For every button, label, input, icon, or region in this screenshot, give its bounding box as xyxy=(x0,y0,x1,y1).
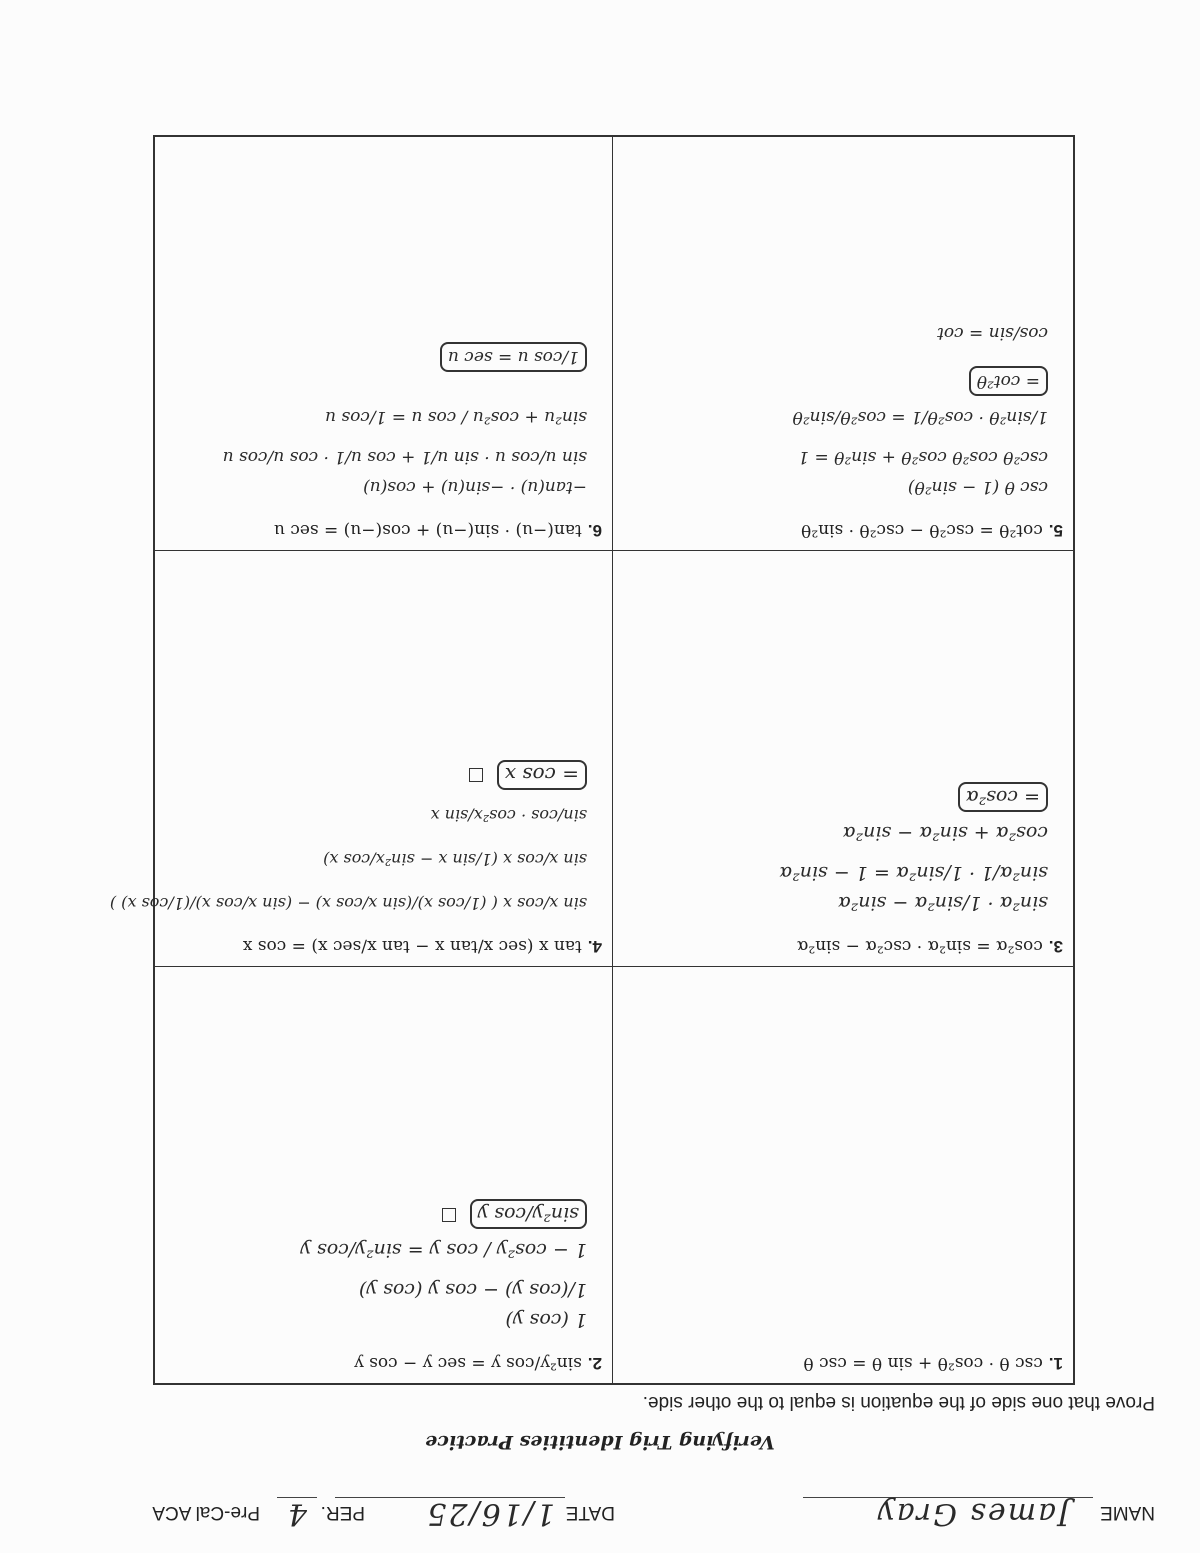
problem-3 xyxy=(613,550,1073,966)
qed-box-icon xyxy=(469,768,483,782)
work-line: sin²u + cos²u / cos u = 1/cos u xyxy=(325,407,587,427)
work-line: cos²α + sin²α − sin²α xyxy=(842,822,1048,844)
work-line: 1/(cos y) − cos y (cos y) xyxy=(359,1279,587,1301)
student-work xyxy=(628,782,1048,918)
course-label: Pre-Cal ACA xyxy=(152,1502,260,1523)
per-value: 4 xyxy=(285,1496,307,1531)
problem-grid xyxy=(109,135,1075,1385)
student-work xyxy=(167,342,587,502)
worksheet-title: Verifying Trig Identities Practice xyxy=(425,1431,775,1453)
work-line: 1 (cos y) xyxy=(505,1309,587,1331)
instructions: Prove that one side of the equation is equal to the other side. xyxy=(642,1392,1155,1413)
work-line: csc θ (1 − sin²θ) xyxy=(907,477,1048,497)
per-label: PER. xyxy=(320,1502,365,1523)
work-line: 1/sin²θ · cos²θ/1 = cos²θ/sin²θ xyxy=(792,407,1048,427)
date-label: DATE xyxy=(565,1502,615,1523)
problem-statement: 6.tan(−u) · sin(−u) + cos(−u) = sec u xyxy=(273,520,602,540)
work-line: cos/sin = cot xyxy=(937,323,1048,343)
final-answer: = cos²α xyxy=(958,782,1048,812)
work-line: sin x/cos x ( (1/cos x)/(sin x/cos x) − (sin x/cos x)/(1/cos x) ) xyxy=(109,894,587,913)
problem-6 xyxy=(152,134,612,550)
work-line: sin x/cos x (1/sin x − sin²x/cos x) xyxy=(323,850,587,869)
problem-1 xyxy=(613,967,1073,1383)
problem-statement: 5.cot²θ = csc²θ − csc²θ · sin²θ xyxy=(801,520,1063,540)
problem-statement: 2.sin²y/cos y = sec y − cos y xyxy=(354,1353,602,1373)
problem-statement: 4.tan x (sec x/tan x − tan x/sec x) = cos x xyxy=(242,936,602,956)
final-answer: 1/cos u = sec u xyxy=(440,342,587,372)
header xyxy=(45,1491,1155,1531)
work-line: sin²α/1 · 1/sin²α = 1 − sin²α xyxy=(779,862,1048,884)
problem-4 xyxy=(109,550,612,966)
work-line: sin²α · 1/sin²α − sin²α xyxy=(837,892,1048,914)
work-line: −tan(u) · −sin(u) + cos(u) xyxy=(363,477,587,497)
work-line: sin u/cos u · sin u/1 + cos u/1 · cos u/cos u xyxy=(222,447,587,467)
final-answer: sin²y/cos y xyxy=(470,1199,587,1229)
student-work xyxy=(167,1199,587,1335)
name-label: NAME xyxy=(1100,1502,1155,1523)
problem-statement: 1.csc θ · cos²θ + sin θ = csc θ xyxy=(803,1353,1063,1373)
final-answer: = cot²θ xyxy=(969,366,1048,396)
work-line: csc²θ cos²θ cos²θ + sin²θ = 1 xyxy=(798,447,1048,467)
final-answer: = cos x xyxy=(497,760,587,790)
qed-box-icon xyxy=(442,1208,456,1222)
work-line: sin/cos · cos²x/sin x xyxy=(430,806,587,825)
date-value: 1/16/25 xyxy=(425,1496,555,1531)
student-work xyxy=(628,318,1048,502)
work-line: 1 − cos²y / cos y = sin²y/cos y xyxy=(300,1239,587,1261)
name-value: James Gray xyxy=(875,1496,1070,1531)
problem-statement: 3.cos²α = sin²α · csc²α − sin²α xyxy=(796,936,1063,956)
problem-5 xyxy=(613,134,1073,550)
student-work xyxy=(109,758,587,918)
problem-2 xyxy=(152,967,612,1383)
